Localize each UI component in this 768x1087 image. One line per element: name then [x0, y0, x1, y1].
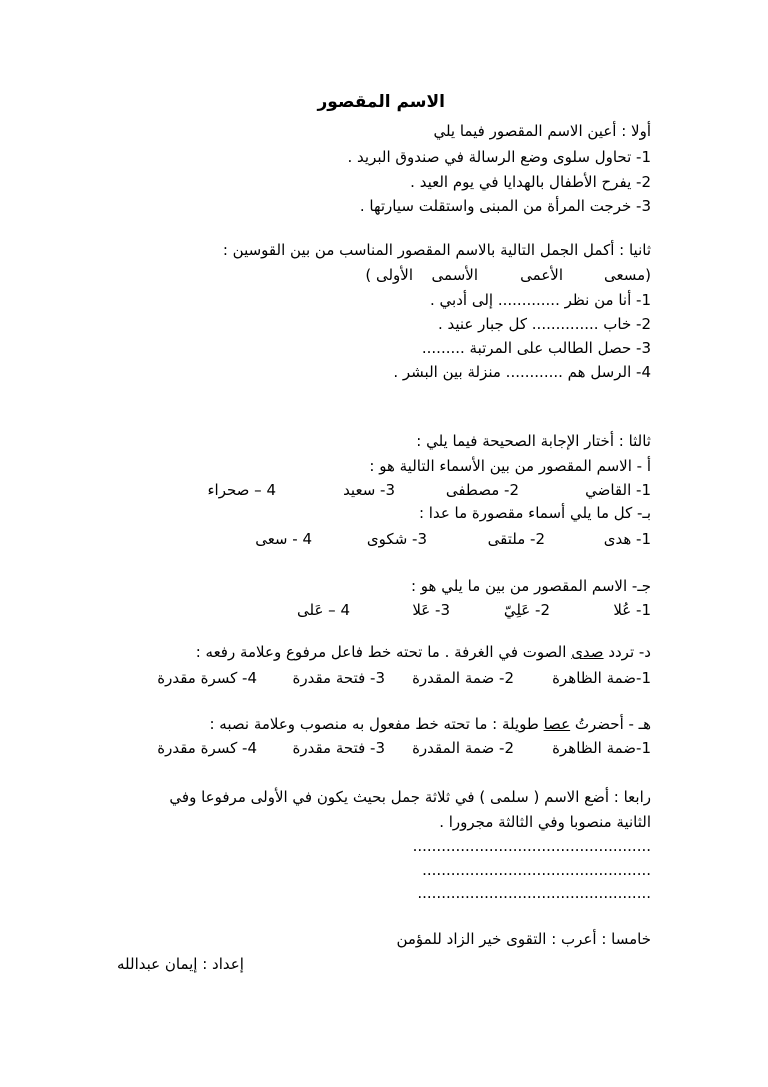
- q-d: [196, 642, 651, 662]
- q-e-option-3: 3- فتحة مقدرة: [292, 739, 385, 757]
- q-d-option-3: 3- فتحة مقدرة: [292, 669, 385, 687]
- section1-item-3: 3- خرجت المرأة من المبنى واستقلت سيارتها .: [359, 197, 651, 215]
- answer-blank-1: ..................................................: [412, 837, 651, 855]
- q-c: جـ- الاسم المقصور من بين ما يلي هو :: [410, 577, 651, 595]
- q-e-underlined-word: عصا: [543, 715, 571, 733]
- answer-blank-3: .................................................: [417, 884, 651, 902]
- section1-item-1: 1- تحاول سلوى وضع الرسالة في صندوق البريد .: [347, 148, 651, 166]
- section2-item-2: 2- خاب .............. كل جبار عنيد .: [437, 315, 651, 333]
- q-d-underlined-word: صدى: [571, 643, 604, 661]
- q-d-text-after: الصوت في الغرفة . ما تحته خط فاعل مرفوع وعلامة رفعه :: [195, 643, 572, 661]
- q-a-option-4: 4 – صحراء: [207, 481, 276, 499]
- q-e-options: [0, 738, 768, 758]
- q-c-option-1: 1- عُلا: [613, 601, 651, 619]
- q-a-option-1: 1- القاضي: [585, 481, 651, 499]
- q-b-option-2: 2- ملتقى: [487, 530, 545, 548]
- section1-item-2: 2- يفرح الأطفال بالهدايا في يوم العيد .: [410, 173, 651, 191]
- section2-item-4: 4- الرسل هم ............ منزلة بين البشر .: [393, 363, 651, 381]
- author-credit: إعداد : إيمان عبدالله: [117, 955, 244, 973]
- section2-choices: [0, 265, 768, 285]
- q-d-option-2: 2- ضمة المقدرة: [412, 669, 514, 687]
- section2-heading: ثانيا : أكمل الجمل التالية بالاسم المقصور المناسب من بين القوسين :: [222, 241, 651, 259]
- page-title: الاسم المقصور: [317, 92, 445, 112]
- q-a: أ - الاسم المقصور من بين الأسماء التالية هو :: [369, 457, 651, 475]
- q-a-option-3: 3- سعيد: [343, 481, 395, 499]
- section1-heading: أولا : أعين الاسم المقصور فيما يلي: [433, 122, 651, 140]
- q-a-option-2: 2- مصطفى: [445, 481, 519, 499]
- q-c-options: [0, 600, 768, 620]
- section2-item-3: 3- حصل الطالب على المرتبة .........: [421, 339, 651, 357]
- q-b-option-1: 1- هدى: [603, 530, 651, 548]
- q-b-options: [0, 529, 768, 549]
- q-c-option-2: 2- عَلِيّ: [503, 601, 550, 619]
- section2-item-1: 1- أنا من نظر ............. إلى أدبي .: [430, 291, 651, 309]
- q-e-option-2: 2- ضمة المقدرة: [412, 739, 514, 757]
- q-d-option-1: 1-ضمة الظاهرة: [552, 669, 651, 687]
- section5-text: خامسا : أعرب : التقوى خير الزاد للمؤمن: [396, 930, 651, 948]
- q-c-option-3: 3- عَلا: [412, 601, 450, 619]
- choice-1: (مسعى: [603, 266, 651, 284]
- q-b: بـ- كل ما يلي أسماء مقصورة ما عدا :: [418, 504, 651, 522]
- section3-heading: ثالثا : أختار الإجابة الصحيحة فيما يلي :: [416, 432, 651, 450]
- choice-2: الأعمى: [520, 266, 563, 284]
- q-e-option-1: 1-ضمة الظاهرة: [552, 739, 651, 757]
- q-e: [209, 714, 651, 734]
- q-c-option-4: 4 – عَلى: [296, 601, 350, 619]
- q-b-option-4: 4 - سعى: [255, 530, 312, 548]
- q-e-text-after: طويلة : ما تحته خط مفعول به منصوب وعلامة نصبه :: [209, 715, 544, 733]
- choice-4: الأولى ): [365, 266, 413, 284]
- section4-line-2: الثانية منصوبا وفي الثالثة مجرورا .: [439, 813, 651, 831]
- q-d-options: [0, 668, 768, 688]
- section4-line-1: رابعا : أضع الاسم ( سلمى ) في ثلاثة جمل بحيث يكون في الأولى مرفوعا وفي: [169, 788, 651, 806]
- choice-3: الأسمى: [431, 266, 478, 284]
- answer-blank-2: ................................................: [422, 861, 651, 879]
- q-e-text-before: هـ - أحضرتُ: [570, 715, 651, 733]
- q-d-text-before: د- تردد: [603, 643, 651, 661]
- q-e-option-4: 4- كسرة مقدرة: [157, 739, 257, 757]
- q-b-option-3: 3- شكوى: [366, 530, 427, 548]
- q-d-option-4: 4- كسرة مقدرة: [157, 669, 257, 687]
- q-a-options: [0, 480, 768, 500]
